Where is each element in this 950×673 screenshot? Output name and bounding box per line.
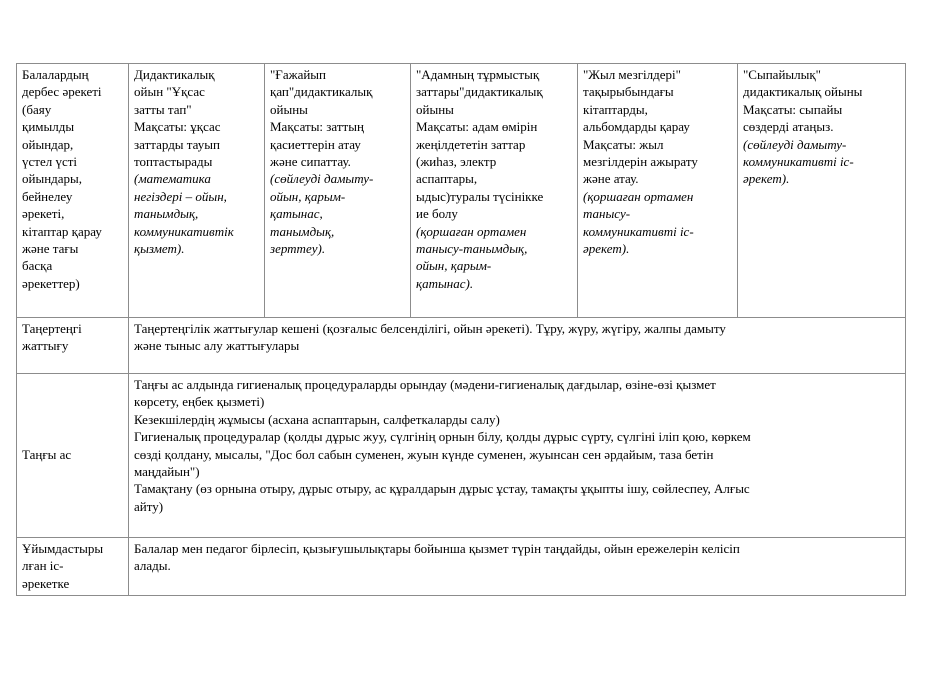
row-label-morning-exercise: Таңертеңгі жаттығу [17,318,129,374]
row-breakfast [17,374,906,538]
breakfast-content: Таңғы ас алдында гигиеналық процедураларды орындау (мәдени-гигиеналық дағдылар, өзіне-өзі қызмет көрсету, еңбек қызметі) Кезекшілердің жұмысы (асхана аспаптарын, салфеткаларды салу) Гигиеналық процедуралар (қолды дұрыс жуу, сүлгінің орнын білу, қолды дұрыс сүрту, сүлгіні іліп қою, көркем сөзді қолдану, мысалы, "Дос бол сабын суменен, жуын күнде суменен, жуынсан сен әрдайым, таза бетін маңдайын") Тамақтану (өз орнына отыру, дұрыс отыру, ас құралдарын дұрыс ұстау, тамақты ұқыпты ішу, сөйлеспеу, Алғыс айту) [129,374,906,538]
daily-plan-table [16,63,906,596]
game-cell-seasons: "Жыл мезгілдері" тақырыбындағы кітаптарды, альбомдарды қарау Мақсаты: жыл мезгілдерін ажырату және атау. (қоршаған ортамен танысу- коммуникативті іс- әрекет). [578,64,738,318]
game-cell-household-items: "Адамның тұрмыстық заттары"дидактикалық ойыны Мақсаты: адам өмірін жеңілдететін заттар (жиһаз, электр аспаптары, ыдыс)туралы түсінікке ие болу (қоршаған ортамен танысу-танымдық, ойын, қарым- қатынас). [411,64,578,318]
organized-activity-content: Балалар мен педагог бірлесіп, қызығушылықтары бойынша қызмет түрін таңдайды, ойын ережелерін келісіп алады. [129,538,906,596]
row-label-breakfast: Таңғы ас [17,374,129,538]
row-independent-activity [17,64,906,318]
row-label-independent-activity: Балалардың дербес әрекеті (баяу қимылды ойындар, үстел үсті ойындары, бейнелеу әрекеті, кітаптар қарау және тағы басқа әрекеттер) [17,64,129,318]
game-cell-politeness: "Сыпайылық" дидактикалық ойыны Мақсаты: сыпайы сөздерді атаңыз. (сөйлеуді дамыту- коммуникативті іс- әрекет). [738,64,906,318]
game-cell-magic-bag: "Ғажайып қап"дидактикалық ойыны Мақсаты: заттың қасиеттерін атау және сипаттау. (сөйлеуді дамыту- ойын, қарым- қатынас, танымдық, зерттеу). [265,64,411,318]
row-morning-exercise [17,318,906,374]
row-label-organized-activity: Ұйымдастыры лған іс- әрекетке [17,538,129,596]
morning-exercise-content: Таңертеңгілік жаттығулар кешені (қозғалыс белсенділігі, ойын әрекеті). Тұру, жүру, жүгіру, жалпы дамыту және тыныс алу жаттығулары [129,318,906,374]
game-cell-similar-object: Дидактикалық ойын "Ұқсас затты тап" Мақсаты: ұқсас заттарды тауып топтастырады (математика негіздері – ойын, танымдық, коммуникативтік қызмет). [129,64,265,318]
row-organized-activity [17,538,906,596]
